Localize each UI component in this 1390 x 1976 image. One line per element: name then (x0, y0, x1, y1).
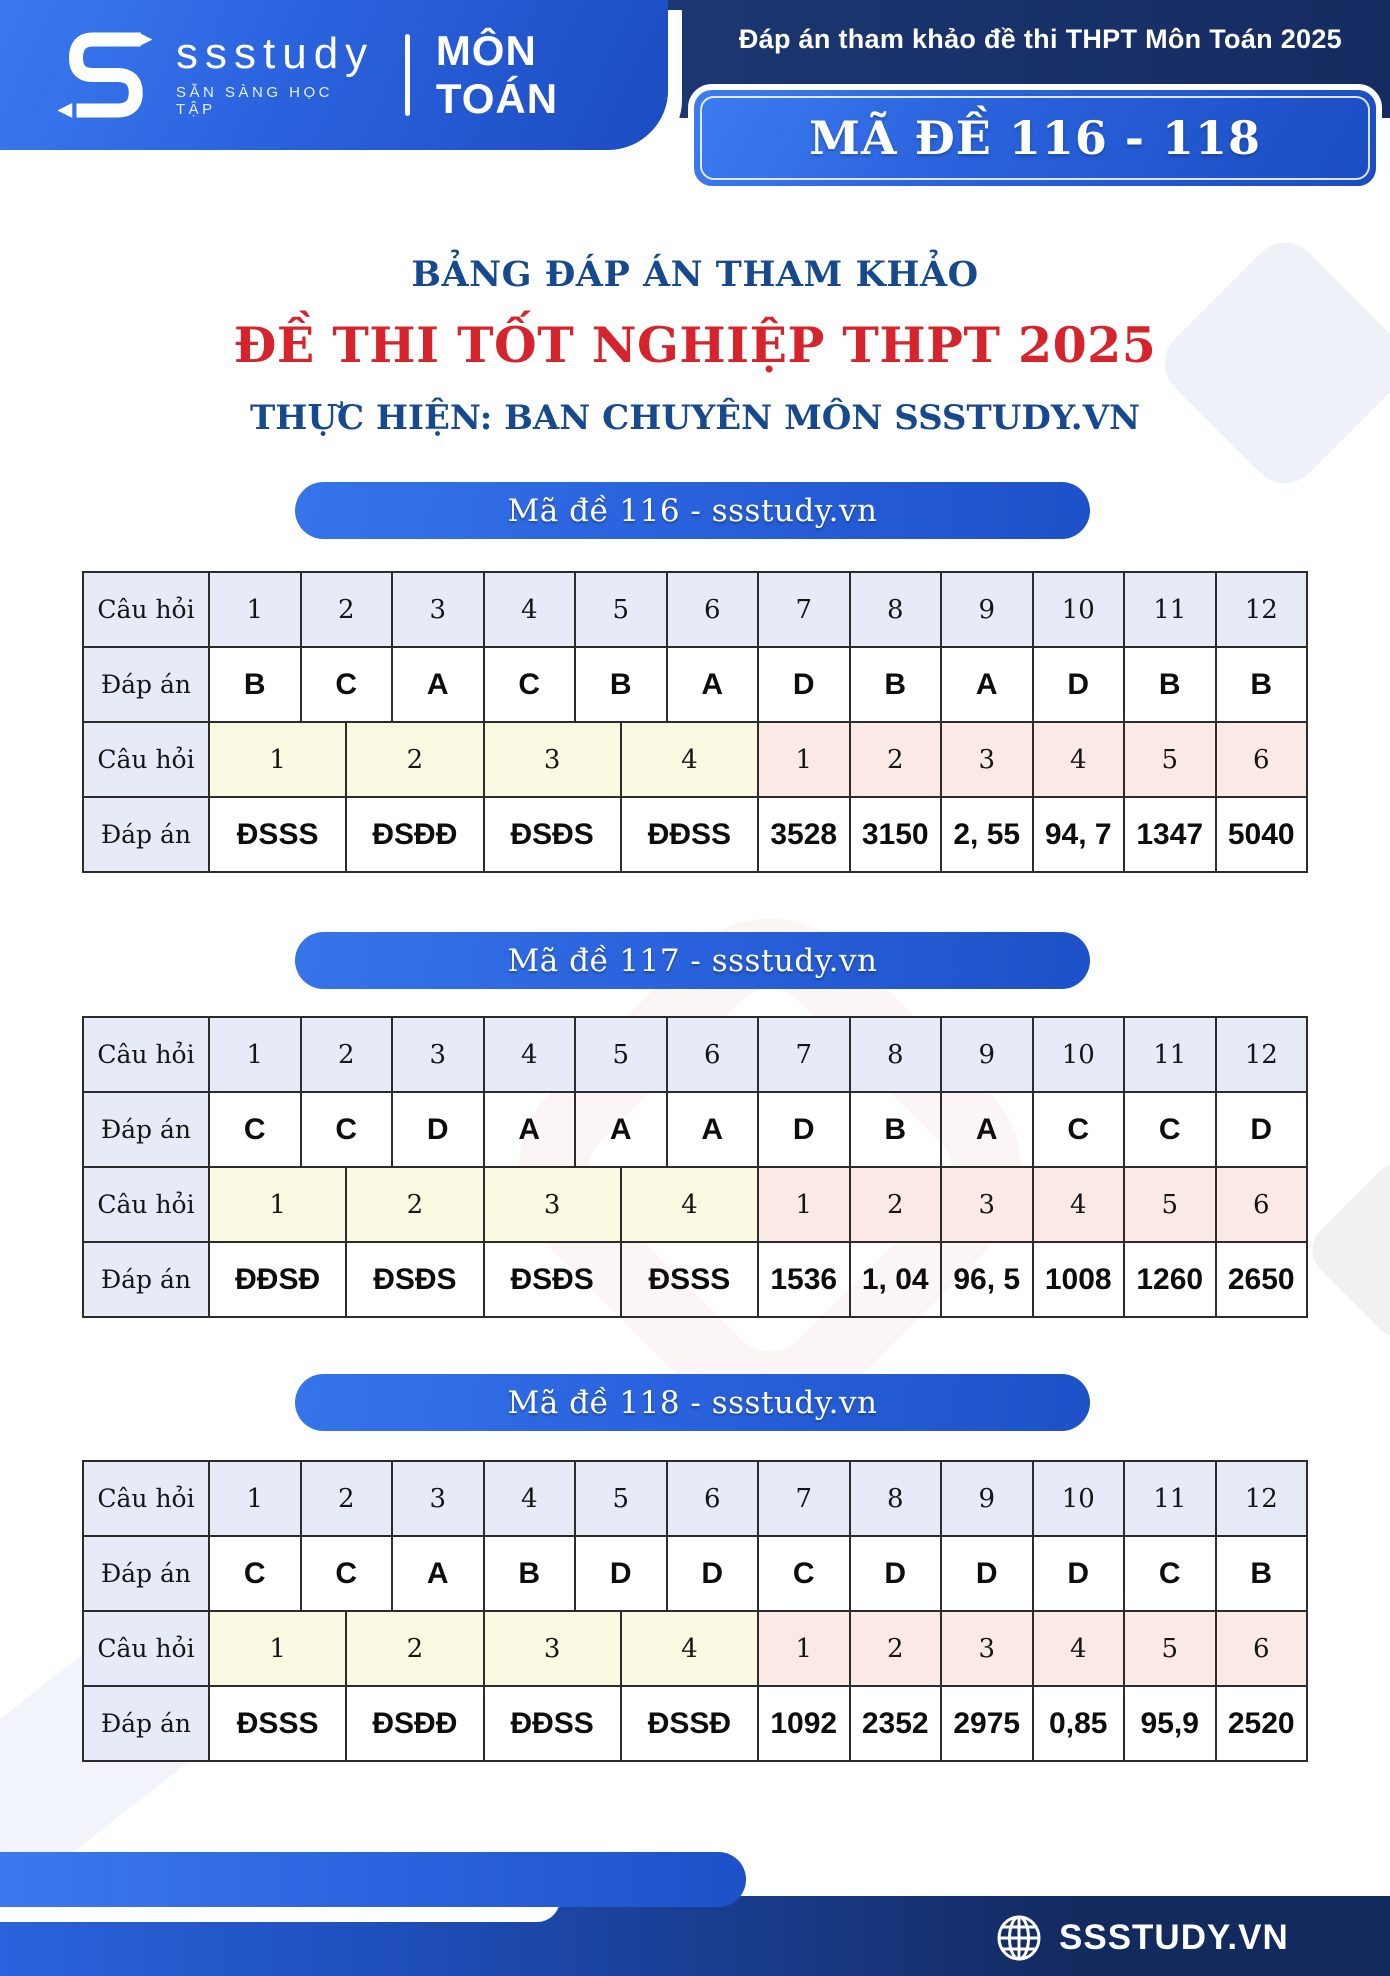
answer-table-2 (82, 1016, 1308, 1318)
sa-question-number: 3 (942, 1612, 1034, 1687)
sa-question-number: 6 (1217, 1612, 1309, 1687)
sa-answer: 2650 (1217, 1243, 1309, 1318)
section-pill-1 (295, 482, 1090, 539)
mc-answer: D (393, 1093, 485, 1168)
tf-question-number: 4 (622, 723, 759, 798)
mc-question-number: 8 (851, 573, 943, 648)
page-title-line2: ĐỀ THI TỐT NGHIỆP THPT 2025 (233, 316, 1157, 374)
mc-answer: A (393, 648, 485, 723)
tf-answer: ĐSSS (210, 798, 347, 873)
mc-question-number: 7 (759, 1018, 851, 1093)
mc-answer: C (485, 648, 577, 723)
tf-answer: ĐSĐS (485, 798, 622, 873)
mc-question-number: 1 (210, 1462, 302, 1537)
mc-answer: D (668, 1537, 760, 1612)
subject-title: MÔN TOÁN (435, 27, 559, 122)
mc-question-number: 4 (485, 1018, 577, 1093)
footer-accent-bar (0, 1852, 746, 1907)
sa-question-number: 1 (759, 1612, 851, 1687)
mc-answer: C (1125, 1537, 1217, 1612)
sa-question-number: 2 (851, 1168, 943, 1243)
mc-question-number: 1 (210, 573, 302, 648)
mc-question-number: 5 (576, 1462, 668, 1537)
answer-table-1 (82, 571, 1308, 873)
globe-icon (995, 1914, 1043, 1962)
mc-question-number: 8 (851, 1018, 943, 1093)
sa-answer: 2975 (942, 1687, 1034, 1762)
section-pill-title: Mã đề 116 - ssstudy.vn (507, 492, 878, 529)
sa-question-number: 2 (851, 1612, 943, 1687)
mc-answer: D (759, 1093, 851, 1168)
mc-question-number: 2 (302, 573, 394, 648)
exam-code-badge (688, 84, 1382, 192)
mc-question-number: 9 (942, 1018, 1034, 1093)
tf-question-number: 4 (622, 1168, 759, 1243)
tf-question-number: 1 (210, 1168, 347, 1243)
tf-question-number: 3 (485, 1168, 622, 1243)
sa-question-number: 1 (759, 1168, 851, 1243)
mc-question-number: 7 (759, 573, 851, 648)
sa-question-number: 1 (759, 723, 851, 798)
mc-answer: C (302, 1093, 394, 1168)
tf-question-number: 4 (622, 1612, 759, 1687)
mc-answer: B (1217, 648, 1309, 723)
footer-site (995, 1910, 1289, 1966)
page-title-line3: THỰC HIỆN: BAN CHUYÊN MÔN SSSTUDY.VN (249, 398, 1141, 438)
mc-question-number: 3 (393, 1018, 485, 1093)
mc-question-number: 12 (1217, 1018, 1309, 1093)
row-label-question: Câu hỏi (84, 1168, 210, 1243)
mc-question-number: 12 (1217, 1462, 1309, 1537)
mc-answer: B (851, 648, 943, 723)
mc-answer: C (210, 1093, 302, 1168)
row-label-answer: Đáp án (84, 1687, 210, 1762)
mc-answer: A (942, 648, 1034, 723)
row-label-answer: Đáp án (84, 798, 210, 873)
mc-question-number: 6 (668, 1462, 760, 1537)
section-pill-2 (295, 932, 1090, 989)
mc-question-number: 1 (210, 1018, 302, 1093)
tf-answer: ĐSĐĐ (347, 1687, 484, 1762)
exam-code-badge-text: MÃ ĐỀ 116 - 118 (808, 111, 1262, 165)
footer-site-text: SSSTUDY.VN (1059, 1918, 1289, 1957)
mc-question-number: 3 (393, 1462, 485, 1537)
mc-answer: D (1217, 1093, 1309, 1168)
sa-answer: 96, 5 (942, 1243, 1034, 1318)
mc-answer: B (1217, 1537, 1309, 1612)
sa-answer: 1, 04 (851, 1243, 943, 1318)
mc-question-number: 11 (1125, 573, 1217, 648)
mc-answer: D (759, 648, 851, 723)
sa-answer: 94, 7 (1034, 798, 1126, 873)
tf-question-number: 1 (210, 1612, 347, 1687)
sa-question-number: 3 (942, 723, 1034, 798)
tf-answer: ĐĐSS (622, 798, 759, 873)
tf-answer: ĐSSĐ (622, 1687, 759, 1762)
mc-question-number: 9 (942, 573, 1034, 648)
sa-question-number: 5 (1125, 723, 1217, 798)
mc-question-number: 9 (942, 1462, 1034, 1537)
mc-answer: B (576, 648, 668, 723)
row-label-answer: Đáp án (84, 1243, 210, 1318)
row-label-question: Câu hỏi (84, 723, 210, 798)
tf-question-number: 3 (485, 1612, 622, 1687)
sa-answer: 1008 (1034, 1243, 1126, 1318)
mc-answer: A (393, 1537, 485, 1612)
mc-answer: C (1125, 1093, 1217, 1168)
header-tagline: Đáp án tham khảo đề thi THPT Môn Toán 2025 (738, 24, 1342, 54)
mc-answer: D (1034, 1537, 1126, 1612)
mc-answer: C (302, 648, 394, 723)
mc-answer: D (1034, 648, 1126, 723)
mc-answer: B (485, 1537, 577, 1612)
section-pill-title: Mã đề 117 - ssstudy.vn (507, 942, 878, 979)
row-label-question: Câu hỏi (84, 573, 210, 648)
sa-question-number: 3 (942, 1168, 1034, 1243)
mc-answer: A (576, 1093, 668, 1168)
row-label-question: Câu hỏi (84, 1018, 210, 1093)
mc-answer: C (1034, 1093, 1126, 1168)
mc-answer: A (668, 1093, 760, 1168)
row-label-answer: Đáp án (84, 648, 210, 723)
sa-question-number: 6 (1217, 1168, 1309, 1243)
tf-question-number: 2 (347, 723, 484, 798)
mc-answer: D (576, 1537, 668, 1612)
mc-question-number: 6 (668, 1018, 760, 1093)
sa-answer: 1536 (759, 1243, 851, 1318)
sa-question-number: 5 (1125, 1612, 1217, 1687)
section-pill-3 (295, 1374, 1090, 1431)
sa-answer: 1347 (1125, 798, 1217, 873)
decorative-diamond-right (1301, 1151, 1390, 1349)
mc-question-number: 11 (1125, 1018, 1217, 1093)
row-label-question: Câu hỏi (84, 1612, 210, 1687)
sa-answer: 2520 (1217, 1687, 1309, 1762)
mc-answer: C (210, 1537, 302, 1612)
header-brand-band (0, 0, 668, 150)
brand-name: ssstudy (176, 29, 375, 78)
mc-question-number: 2 (302, 1462, 394, 1537)
sa-answer: 1260 (1125, 1243, 1217, 1318)
mc-answer: B (851, 1093, 943, 1168)
brand-text-block (176, 29, 375, 118)
mc-question-number: 6 (668, 573, 760, 648)
mc-question-number: 10 (1034, 1018, 1126, 1093)
tf-answer: ĐSSS (622, 1243, 759, 1318)
sa-answer: 2, 55 (942, 798, 1034, 873)
sa-question-number: 6 (1217, 723, 1309, 798)
tf-answer: ĐSĐS (485, 1243, 622, 1318)
mc-question-number: 5 (576, 573, 668, 648)
s-logo-icon (48, 19, 160, 131)
mc-question-number: 5 (576, 1018, 668, 1093)
sa-question-number: 2 (851, 723, 943, 798)
row-label-answer: Đáp án (84, 1537, 210, 1612)
sa-answer: 1092 (759, 1687, 851, 1762)
brand-logo (48, 19, 375, 131)
mc-question-number: 2 (302, 1018, 394, 1093)
mc-answer: A (942, 1093, 1034, 1168)
mc-answer: D (942, 1537, 1034, 1612)
tf-question-number: 2 (347, 1612, 484, 1687)
sa-question-number: 4 (1034, 1168, 1126, 1243)
answer-table-3 (82, 1460, 1308, 1762)
tf-answer: ĐSĐĐ (347, 798, 484, 873)
tf-answer: ĐĐSĐ (210, 1243, 347, 1318)
mc-question-number: 12 (1217, 573, 1309, 648)
mc-question-number: 7 (759, 1462, 851, 1537)
mc-question-number: 4 (485, 1462, 577, 1537)
sa-answer: 3528 (759, 798, 851, 873)
mc-answer: C (302, 1537, 394, 1612)
mc-answer: C (759, 1537, 851, 1612)
tf-answer: ĐSĐS (347, 1243, 484, 1318)
row-label-question: Câu hỏi (84, 1462, 210, 1537)
mc-answer: A (485, 1093, 577, 1168)
sa-answer: 5040 (1217, 798, 1309, 873)
mc-answer: B (1125, 648, 1217, 723)
sa-question-number: 4 (1034, 723, 1126, 798)
mc-question-number: 10 (1034, 573, 1126, 648)
mc-answer: D (851, 1537, 943, 1612)
mc-question-number: 10 (1034, 1462, 1126, 1537)
mc-question-number: 3 (393, 573, 485, 648)
sa-answer: 2352 (851, 1687, 943, 1762)
tf-answer: ĐSSS (210, 1687, 347, 1762)
row-label-answer: Đáp án (84, 1093, 210, 1168)
brand-tagline: SẴN SÀNG HỌC TẬP (176, 84, 334, 118)
sa-answer: 0,85 (1034, 1687, 1126, 1762)
page-title-line1: BẢNG ĐÁP ÁN THAM KHẢO (411, 254, 979, 295)
mc-question-number: 8 (851, 1462, 943, 1537)
tf-question-number: 1 (210, 723, 347, 798)
header-divider (405, 34, 410, 116)
mc-answer: A (668, 648, 760, 723)
sa-question-number: 4 (1034, 1612, 1126, 1687)
section-pill-title: Mã đề 118 - ssstudy.vn (507, 1384, 878, 1421)
tf-question-number: 2 (347, 1168, 484, 1243)
tf-question-number: 3 (485, 723, 622, 798)
sa-answer: 95,9 (1125, 1687, 1217, 1762)
tf-answer: ĐĐSS (485, 1687, 622, 1762)
mc-question-number: 4 (485, 573, 577, 648)
sa-question-number: 5 (1125, 1168, 1217, 1243)
mc-answer: B (210, 648, 302, 723)
mc-question-number: 11 (1125, 1462, 1217, 1537)
sa-answer: 3150 (851, 798, 943, 873)
